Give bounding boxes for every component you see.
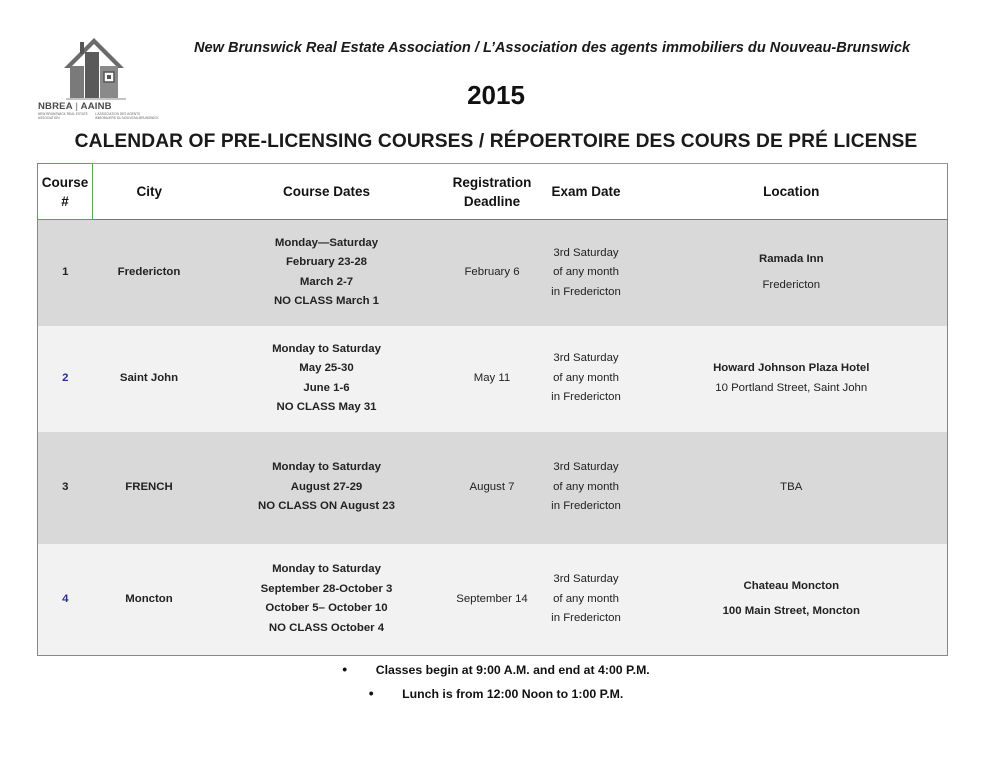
table-row xyxy=(38,220,948,326)
bullet-icon: • xyxy=(368,685,374,701)
registration-deadline: September 14 xyxy=(448,544,537,656)
course-number: 1 xyxy=(38,220,93,326)
bullet-icon: • xyxy=(342,661,348,677)
logo-left-subtitle: NEW BRUNSWICK REAL ESTATE ASSOCIATION xyxy=(38,112,88,120)
course-location: Chateau Moncton 100 Main Street, Moncton xyxy=(636,544,948,656)
table-row xyxy=(38,432,948,544)
column-header-dates: Course Dates xyxy=(206,164,448,220)
logo-right-subtitle: L'ASSOCIATION DES AGENTS IMMOBILIERS DU NOUVEAU-BRUNSWICK xyxy=(95,112,159,120)
course-location: Ramada Inn Fredericton xyxy=(636,220,948,326)
course-dates: Monday to Saturday May 25-30 June 1-6 NO CLASS May 31 xyxy=(206,326,448,432)
column-header-deadline: Registration Deadline xyxy=(448,164,537,220)
course-dates: Monday to Saturday September 28-October 3 October 5– October 10 NO CLASS October 4 xyxy=(206,544,448,656)
course-number: 4 xyxy=(38,544,93,656)
list-item: • Lunch is from 12:00 Noon to 1:00 P.M. xyxy=(368,685,624,701)
exam-date: 3rd Saturday of any month in Fredericton xyxy=(537,544,636,656)
table-row xyxy=(38,544,948,656)
logo-right-text: AAINB xyxy=(80,101,112,112)
column-header-city: City xyxy=(93,164,206,220)
table-row xyxy=(38,326,948,432)
course-dates: Monday to Saturday August 27-29 NO CLASS ON August 23 xyxy=(206,432,448,544)
course-location: Howard Johnson Plaza Hotel 10 Portland Street, Saint John xyxy=(636,326,948,432)
column-header-location: Location xyxy=(636,164,948,220)
column-header-exam: Exam Date xyxy=(537,164,636,220)
registration-deadline: August 7 xyxy=(448,432,537,544)
exam-date: 3rd Saturday of any month in Fredericton xyxy=(537,432,636,544)
course-city: Fredericton xyxy=(93,220,206,326)
organization-name: New Brunswick Real Estate Association / L’Association des agents immobiliers du Nouveau-Brunswick xyxy=(194,40,911,56)
course-calendar-table xyxy=(37,163,948,656)
exam-date: 3rd Saturday of any month in Fredericton xyxy=(537,326,636,432)
course-city: Saint John xyxy=(93,326,206,432)
logo-left-text: NBREA xyxy=(38,101,73,112)
column-header-course: Course # xyxy=(38,164,93,220)
registration-deadline: February 6 xyxy=(448,220,537,326)
exam-date: 3rd Saturday of any month in Fredericton xyxy=(537,220,636,326)
course-city: FRENCH xyxy=(93,432,206,544)
year-heading: 2015 xyxy=(467,80,525,110)
table-header-row xyxy=(38,164,948,220)
course-notes xyxy=(0,660,992,708)
course-location: TBA xyxy=(636,432,948,544)
course-number: 2 xyxy=(38,326,93,432)
course-dates: Monday—Saturday February 23-28 March 2-7 NO CLASS March 1 xyxy=(206,220,448,326)
logo-wordmark: NBREA | AAINB xyxy=(38,101,112,112)
list-item: • Classes begin at 9:00 A.M. and end at 4:00 P.M. xyxy=(342,661,650,677)
registration-deadline: May 11 xyxy=(448,326,537,432)
page-title: CALENDAR OF PRE-LICENSING COURSES / RÉPOERTOIRE DES COURS DE PRÉ LICENSE xyxy=(74,131,918,152)
course-city: Moncton xyxy=(93,544,206,656)
course-number: 3 xyxy=(38,432,93,544)
